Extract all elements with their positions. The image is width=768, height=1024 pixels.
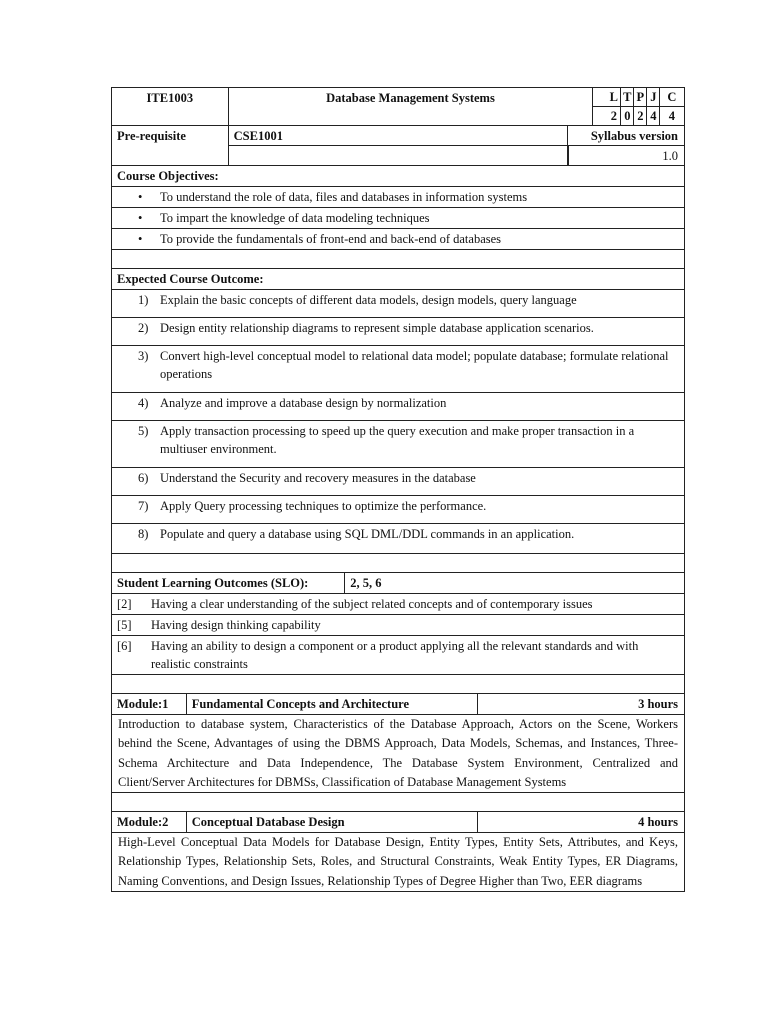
module-content: High-Level Conceptual Data Models for Database Design, Entity Types, Entity Sets, Attributes, and Keys, Relationship Types, Relationship Sets, Roles, and Structural Constraints, Weak Entity Types, ER Diagrams, Naming Conventions, and Design Issues, Relationship Types of Degree Higher than Two, EER diagrams [118,835,678,888]
syllabus-table [111,87,685,892]
spacer-row [111,675,685,694]
bullet-icon: • [138,211,143,225]
outcome-text: Populate and query a database using SQL DML/DDL commands in an application. [160,527,575,541]
module-content-row [111,715,685,793]
outcome-text: Understand the Security and recovery measures in the database [160,471,476,485]
slo-label: [2] [117,597,132,611]
outcome-row [111,346,685,393]
objective-row [111,229,685,250]
ltpjc-value: 0 [620,107,633,125]
outcome-text: Design entity relationship diagrams to represent simple database application scenarios. [160,321,594,335]
bullet-icon: • [138,232,143,246]
bullet-icon: • [138,190,143,204]
outcome-text: Explain the basic concepts of different data models, design models, query language [160,293,577,307]
outcome-number: 4) [138,396,149,410]
slo-text: Having design thinking capability [151,618,321,632]
course-title: Database Management Systems [228,88,593,125]
ltpjc-headers [593,88,684,107]
slo-row [111,615,685,636]
module-label: Module:1 [117,697,169,711]
prereq-row [111,126,685,166]
syllabus-version: 1.0 [568,146,684,166]
outcome-text: Analyze and improve a database design by normalization [160,396,447,410]
module-hours: 3 hours [477,694,684,714]
outcome-text: Apply Query processing techniques to optimize the performance. [160,499,487,513]
module-label: Module:2 [117,815,169,830]
outcome-text: Apply transaction processing to speed up the query execution and make proper transaction in a multiuser environment. [160,424,635,456]
prereq-label: Pre-requisite [117,129,186,143]
outcome-number: 5) [138,424,149,438]
module-hours: 4 hours [477,812,684,832]
outcome-number: 8) [138,527,149,541]
outcome-row [111,318,685,346]
module-header-row [111,812,685,833]
ltpjc-value: 2 [610,109,617,123]
slo-text: Having a clear understanding of the subject related concepts and of contemporary issues [151,597,593,611]
ltpjc-header: P [633,88,646,106]
course-header-row [111,87,685,126]
slo-row [111,636,685,675]
objective-row [111,187,685,208]
course-code: ITE1003 [146,91,194,105]
outcomes-heading: Expected Course Outcome: [117,272,264,286]
ltpjc-header: C [659,88,683,106]
outcome-number: 1) [138,293,149,307]
outcome-row [111,393,685,421]
ltpjc-values [593,107,684,125]
spacer-row [111,554,685,573]
ltpjc-value: 2 [633,107,646,125]
outcome-text: Convert high-level conceptual model to relational data model; populate database; formulate relational operations [160,349,669,381]
slo-heading: Student Learning Outcomes (SLO): [117,576,309,590]
ltpjc-header: L [609,90,618,104]
objective-row [111,208,685,229]
objective-text: To provide the fundamentals of front-end and back-end of databases [160,232,502,246]
outcome-row [111,524,685,554]
prereq-cell [228,126,568,165]
outcome-row [111,290,685,318]
spacer-row [111,250,685,269]
module-content: Introduction to database system, Characteristics of the Database Approach, Actors on the Scene, Workers behind the Scene, Advantages of using the DBMS Approach, Data Models, Schemas, and Instances, Three-Schema Architecture and Data Independence, The Database System Environment, Centralized and Client/Server Architectures for DBMSs, Classification of Database Management Systems [118,717,678,789]
ltpjc-block [592,88,684,125]
ltpjc-value: 4 [659,107,683,125]
objectives-heading-row [111,166,685,187]
module-header-row [111,694,685,715]
outcome-number: 7) [138,499,149,513]
objective-text: To impart the knowledge of data modeling techniques [160,211,430,225]
outcomes-heading-row [111,269,685,290]
slo-value: 2, 5, 6 [344,573,684,593]
slo-text: Having an ability to design a component or a product applying all the relevant standards and with realistic constraints [151,639,639,671]
slo-label: [6] [117,639,132,653]
prereq-value: CSE1001 [229,126,568,146]
outcome-row [111,421,685,468]
outcome-row [111,496,685,524]
objective-text: To understand the role of data, files and databases in information systems [160,190,528,204]
syllabus-cell [567,126,684,165]
ltpjc-header: J [646,88,659,106]
slo-row [111,594,685,615]
spacer-row [111,793,685,812]
outcome-number: 2) [138,321,149,335]
outcome-row [111,468,685,496]
outcome-number: 3) [138,349,149,363]
syllabus-label: Syllabus version [568,126,684,146]
module-content-row [111,833,685,892]
slo-heading-row [111,573,685,594]
slo-label: [5] [117,618,132,632]
module-title: Conceptual Database Design [186,812,477,832]
module-title: Fundamental Concepts and Architecture [186,694,477,714]
ltpjc-header: T [620,88,633,106]
objectives-heading: Course Objectives: [117,169,219,183]
outcome-number: 6) [138,471,149,485]
ltpjc-value: 4 [646,107,659,125]
